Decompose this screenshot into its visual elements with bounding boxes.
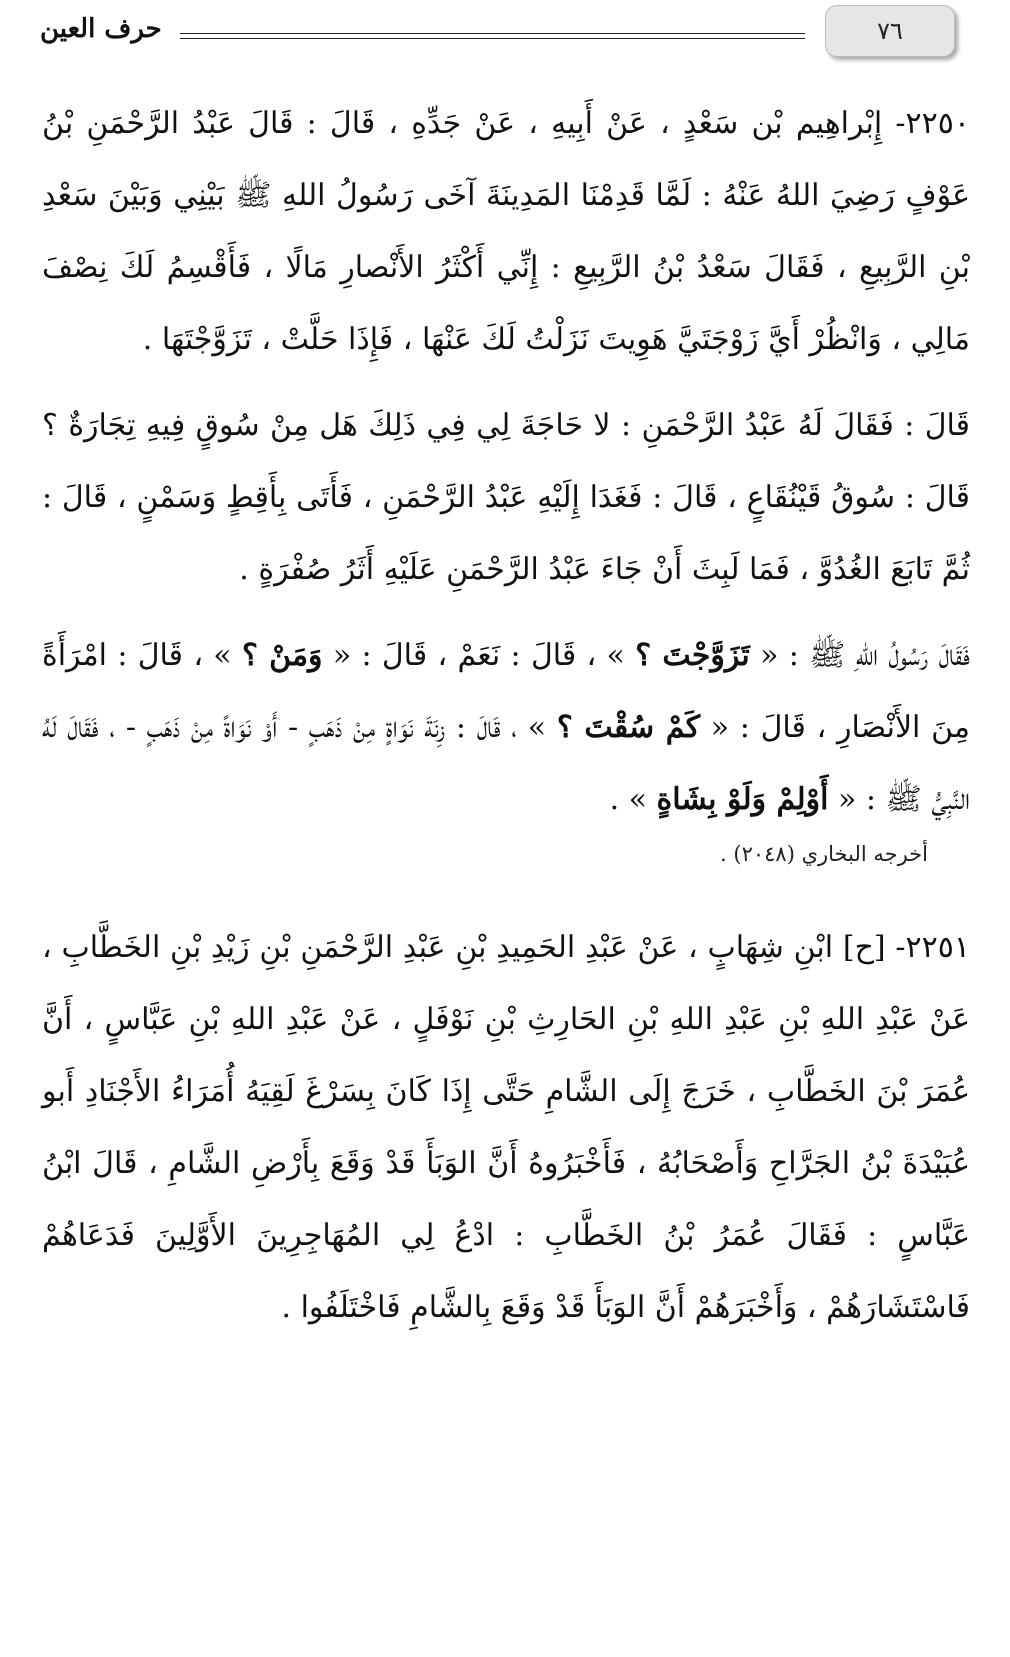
narration-text: » . [609, 782, 647, 817]
narration-text: فَقَالَ رَسُولُ اللهِ ﷺ : « [760, 638, 970, 673]
hadith-2251-paragraph-1: ٢٢٥١- [ح] ابْنِ شِهَابٍ ، عَنْ عَبْدِ الحَمِيدِ بْنِ عَبْدِ الرَّحْمَنِ بْنِ زَيْدِ بْنِ الخَطَّابِ ، عَنْ عَبْدِ اللهِ بْنِ عَبْدِ اللهِ بْنِ الحَارِثِ بْنِ نَوْفَلٍ ، عَنْ عَبْدِ اللهِ بْنِ عَبَّاسٍ ، أَنَّ عُمَرَ بْنَ الخَطَّابِ ، خَرَجَ إِلَى الشَّامِ حَتَّى إِذَا كَانَ بِسَرْغَ لَقِيَهُ أُمَرَاءُ الأَجْنَادِ أَبو عُبَيْدَةَ بْنُ الجَرَّاحِ وَأَصْحَابُهُ ، فَأَخْبَرُوهُ أَنَّ الوَبَأَ قَدْ وَقَعَ بِأَرْضِ الشَّامِ ، قَالَ ابْنُ عَبَّاسٍ : فَقَالَ عُمَرُ بْنُ الخَطَّابِ : ادْعُ لِي المُهَاجِرِينَ الأَوَّلِينَ فَدَعَاهُمْ فَاسْتَشَارَهُمْ ، وَأَخْبَرَهُمْ أَنَّ الوَبَأَ قَدْ وَقَعَ بِالشَّامِ فَاخْتَلَفُوا . [42, 930, 970, 1325]
section-title: حرف العين [40, 14, 162, 44]
prophet-quote: تَزَوَّجْتَ ؟ [635, 638, 750, 673]
prophet-quote: أَوْلِمْ وَلَوْ بِشَاةٍ [656, 782, 829, 817]
section-spacer [42, 872, 970, 912]
narration-text: » ، قَالَ : زِنَةَ نَوَاةٍ مِنْ ذَهَبٍ - أَوْ نَوَاةً مِنْ ذَهَبٍ - ، فَقَالَ لَهُ النَّبِيُّ ﷺ : « [42, 710, 970, 817]
hadith-2250-footnote: أخرجه البخاري (٢٠٤٨) . [720, 842, 928, 866]
header-rule [180, 33, 805, 34]
hadith-2250-paragraph-3 [42, 620, 970, 836]
page-number: ٧٦ [825, 5, 955, 57]
header-rule-secondary [180, 38, 805, 39]
page-body [42, 88, 970, 1344]
prophet-quote: كَمْ سُقْتَ ؟ [556, 710, 700, 745]
hadith-2250-paragraph-1: ٢٢٥٠- إِبْراهِيم بْن سَعْدٍ ، عَنْ أَبِيهِ ، عَنْ جَدِّهِ ، قَالَ : قَالَ عَبْدُ الرَّحْمَنِ بْنُ عَوْفٍ رَضِيَ اللهُ عَنْهُ : لَمَّا قَدِمْنَا المَدِينَةَ آخَى رَسُولُ اللهِ ﷺ بَيْنِي وَبَيْنَ سَعْدِ بْنِ الرَّبِيعِ ، فَقَالَ سَعْدُ بْنُ الرَّبِيعِ : إِنِّي أَكْثَرُ الأَنْصارِ مَالًا ، فَأَقْسِمُ لَكَ نِصْفَ مَالِي ، وَانْظُرْ أَيَّ زَوْجَتَيَّ هَوِيتَ نَزَلْتُ لَكَ عَنْهَا ، فَإِذَا حَلَّتْ ، تَزَوَّجْتَهَا . [42, 106, 970, 357]
hadith-2250-paragraph-2: قَالَ : فَقَالَ لَهُ عَبْدُ الرَّحْمَنِ : لا حَاجَةَ لِي فِي ذَلِكَ هَل مِنْ سُوقٍ فِيهِ تِجَارَةٌ ؟ قَالَ : سُوقُ قَيْنُقَاعٍ ، قَالَ : فَغَدَا إِلَيْهِ عَبْدُ الرَّحْمَنِ ، فَأَتَى بِأَقِطٍ وَسَمْنٍ ، قَالَ : ثُمَّ تَابَعَ الغُدُوَّ ، فَمَا لَبِثَ أَنْ جَاءَ عَبْدُ الرَّحْمَنِ عَلَيْهِ أَثَرُ صُفْرَةٍ . [42, 408, 970, 587]
narration-text: » ، قَالَ : امْرَأَةً مِنَ الأَنْصَارِ ، قَالَ : « [42, 638, 971, 745]
narration-text: » ، قَالَ : نَعَمْ ، قَالَ : « [332, 638, 625, 673]
prophet-quote: وَمَنْ ؟ [241, 638, 323, 673]
page-header [0, 0, 1010, 70]
